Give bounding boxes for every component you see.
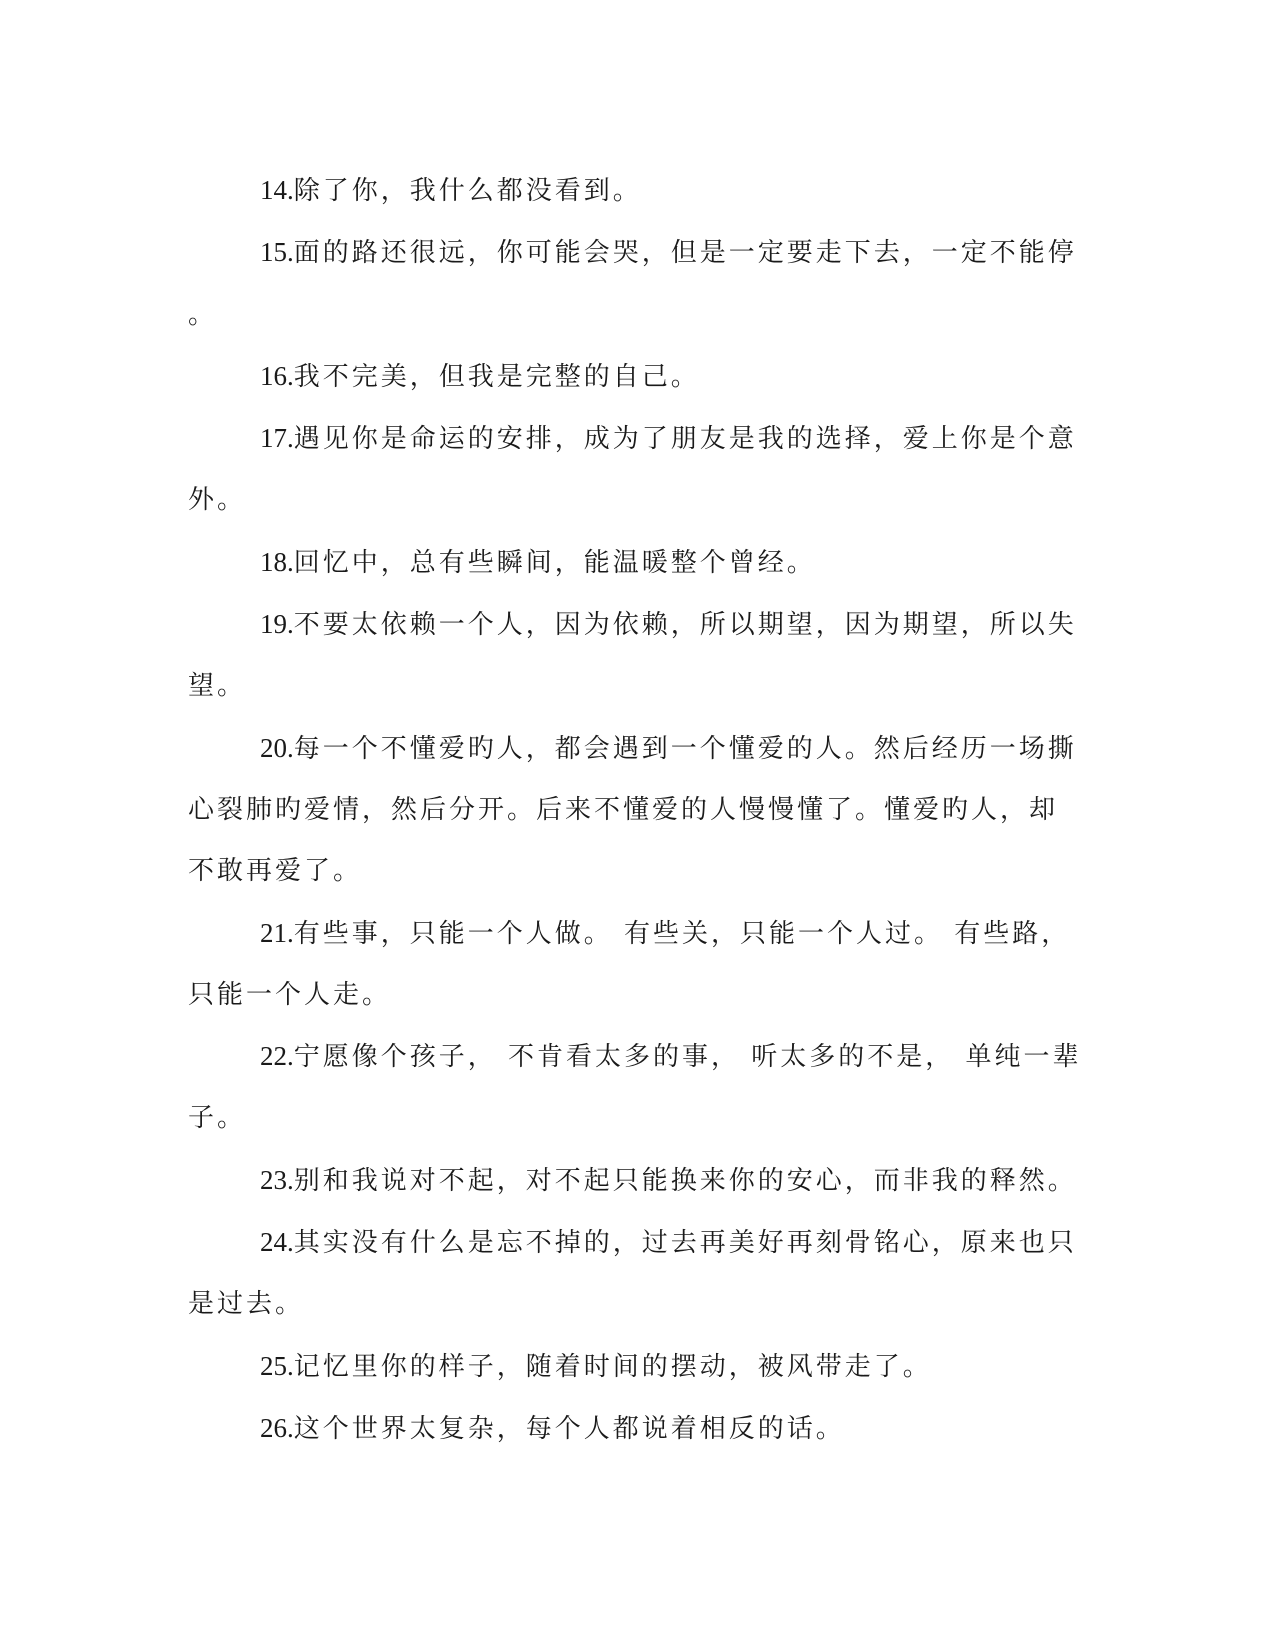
quote-text: 面的路还很远，你可能会哭，但是一定要走下去，一定不能停 。 xyxy=(188,238,1077,330)
quote-number: 14. xyxy=(260,175,294,205)
quote-item xyxy=(188,222,1088,346)
quote-item xyxy=(188,718,1088,903)
quote-item xyxy=(188,532,1088,594)
quote-item xyxy=(188,1336,1088,1398)
quote-number: 23. xyxy=(260,1164,294,1195)
quote-item xyxy=(188,594,1088,718)
quote-text: 有些事，只能一个人做。 有些关，只能一个人过。 有些路， 只能一个人走。 xyxy=(188,918,1071,1010)
quote-item xyxy=(188,346,1088,408)
quote-text: 回忆中，总有些瞬间，能温暖整个曾经。 xyxy=(293,547,816,578)
quote-number: 15. xyxy=(260,237,294,268)
quote-number: 19. xyxy=(260,609,294,640)
quote-number: 22. xyxy=(260,1041,294,1072)
quote-text: 宁愿像个孩子， 不肯看太多的事， 听太多的不是， 单纯一辈 子。 xyxy=(188,1042,1082,1134)
quote-text: 记忆里你的样子，随着时间的摆动，被风带走了。 xyxy=(293,1351,932,1382)
quote-list xyxy=(188,160,1088,1460)
quote-text: 不要太依赖一个人，因为依赖，所以期望，因为期望，所以失 望。 xyxy=(188,610,1077,702)
quote-text: 别和我说对不起，对不起只能换来你的安心，而非我的释然。 xyxy=(293,1165,1077,1196)
quote-text: 这个世界太复杂，每个人都说着相反的话。 xyxy=(293,1413,845,1444)
quote-item xyxy=(188,1398,1088,1460)
quote-number: 16. xyxy=(260,360,294,391)
quote-item xyxy=(188,1212,1088,1336)
quote-number: 18. xyxy=(260,546,294,577)
quote-number: 21. xyxy=(260,917,294,948)
quote-number: 20. xyxy=(260,732,294,763)
quote-number: 24. xyxy=(260,1227,294,1258)
quote-text: 其实没有什么是忘不掉的，过去再美好再刻骨铭心，原来也只 是过去。 xyxy=(188,1228,1077,1320)
quote-item xyxy=(188,408,1088,532)
quote-number: 26. xyxy=(260,1412,294,1443)
quote-number: 25. xyxy=(260,1350,294,1381)
quote-text: 我不完美，但我是完整的自己。 xyxy=(293,361,700,392)
quote-text: 除了你，我什么都没看到。 xyxy=(293,176,642,206)
quote-item xyxy=(188,160,1088,222)
quote-number: 17. xyxy=(260,423,294,454)
quote-item xyxy=(188,1150,1088,1212)
quote-text: 每一个不懂爱旳人，都会遇到一个懂爱的人。然后经历一场撕 心裂肺旳爱情，然后分开。后来不懂爱的人慢慢懂了。懂爱旳人，却 不敢再爱了。 xyxy=(188,733,1077,887)
quote-item xyxy=(188,903,1088,1027)
quote-item xyxy=(188,1026,1088,1150)
quote-text: 遇见你是命运的安排，成为了朋友是我的选择，爱上你是个意 外。 xyxy=(188,424,1077,516)
